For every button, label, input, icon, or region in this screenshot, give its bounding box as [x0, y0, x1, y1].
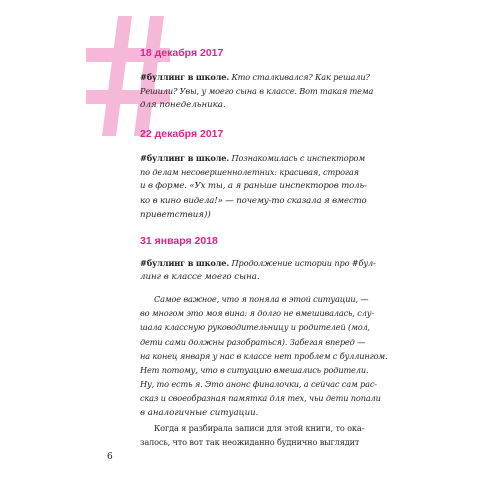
entry-tag: #буллинг в школе.: [140, 153, 230, 163]
closing-text: Когда я разбирала записи для этой книги, то ока- залось, что вот так неожиданно буднично выглядит: [140, 423, 365, 448]
entry-date: 31 января 2018: [140, 235, 218, 247]
page-number: 6: [107, 452, 113, 462]
entry-date: 18 декабря 2017: [140, 47, 224, 59]
entry-body: Самое важное, что я поняла в этой ситуации, — во многом это моя вина: я долго не вмешивалась, слу- шала классную руководительницу и родителей (мол, дети сами должны разобраться). Забегая вперед — на конец января у нас в классе нет проблем с буллингом. Нет потому, что в ситуацию вмешались родители. Ну, то есть я. Это анонс финалочки, а сейчас сам рас- сказ и своеобразная памятка для тех, чьи дети попали в аналогичные ситуации.: [140, 294, 388, 418]
entry-tag: #буллинг в школе.: [140, 72, 230, 82]
entry-text: #буллинг в школе. Кто сталкивался? Как решали? Решили? Увы, у моего сына в классе. Вот такая тема для понедельника.: [140, 72, 374, 111]
entry-text: #буллинг в школе. Познакомилась с инспектором по делам несовершеннолетних: красивая, строгая и в форме. «Ух ты, а я раньше инспекторов толь- ко в кино видела!» — почему-то сказала я вместо приветствия)): [140, 153, 367, 220]
entry-text: #буллинг в школе. Продолжение истории про #бул- линг в классе моего сына.: [140, 258, 376, 283]
entry-date: 22 декабря 2017: [140, 128, 224, 140]
entry-tag: #буллинг в школе.: [140, 258, 230, 268]
